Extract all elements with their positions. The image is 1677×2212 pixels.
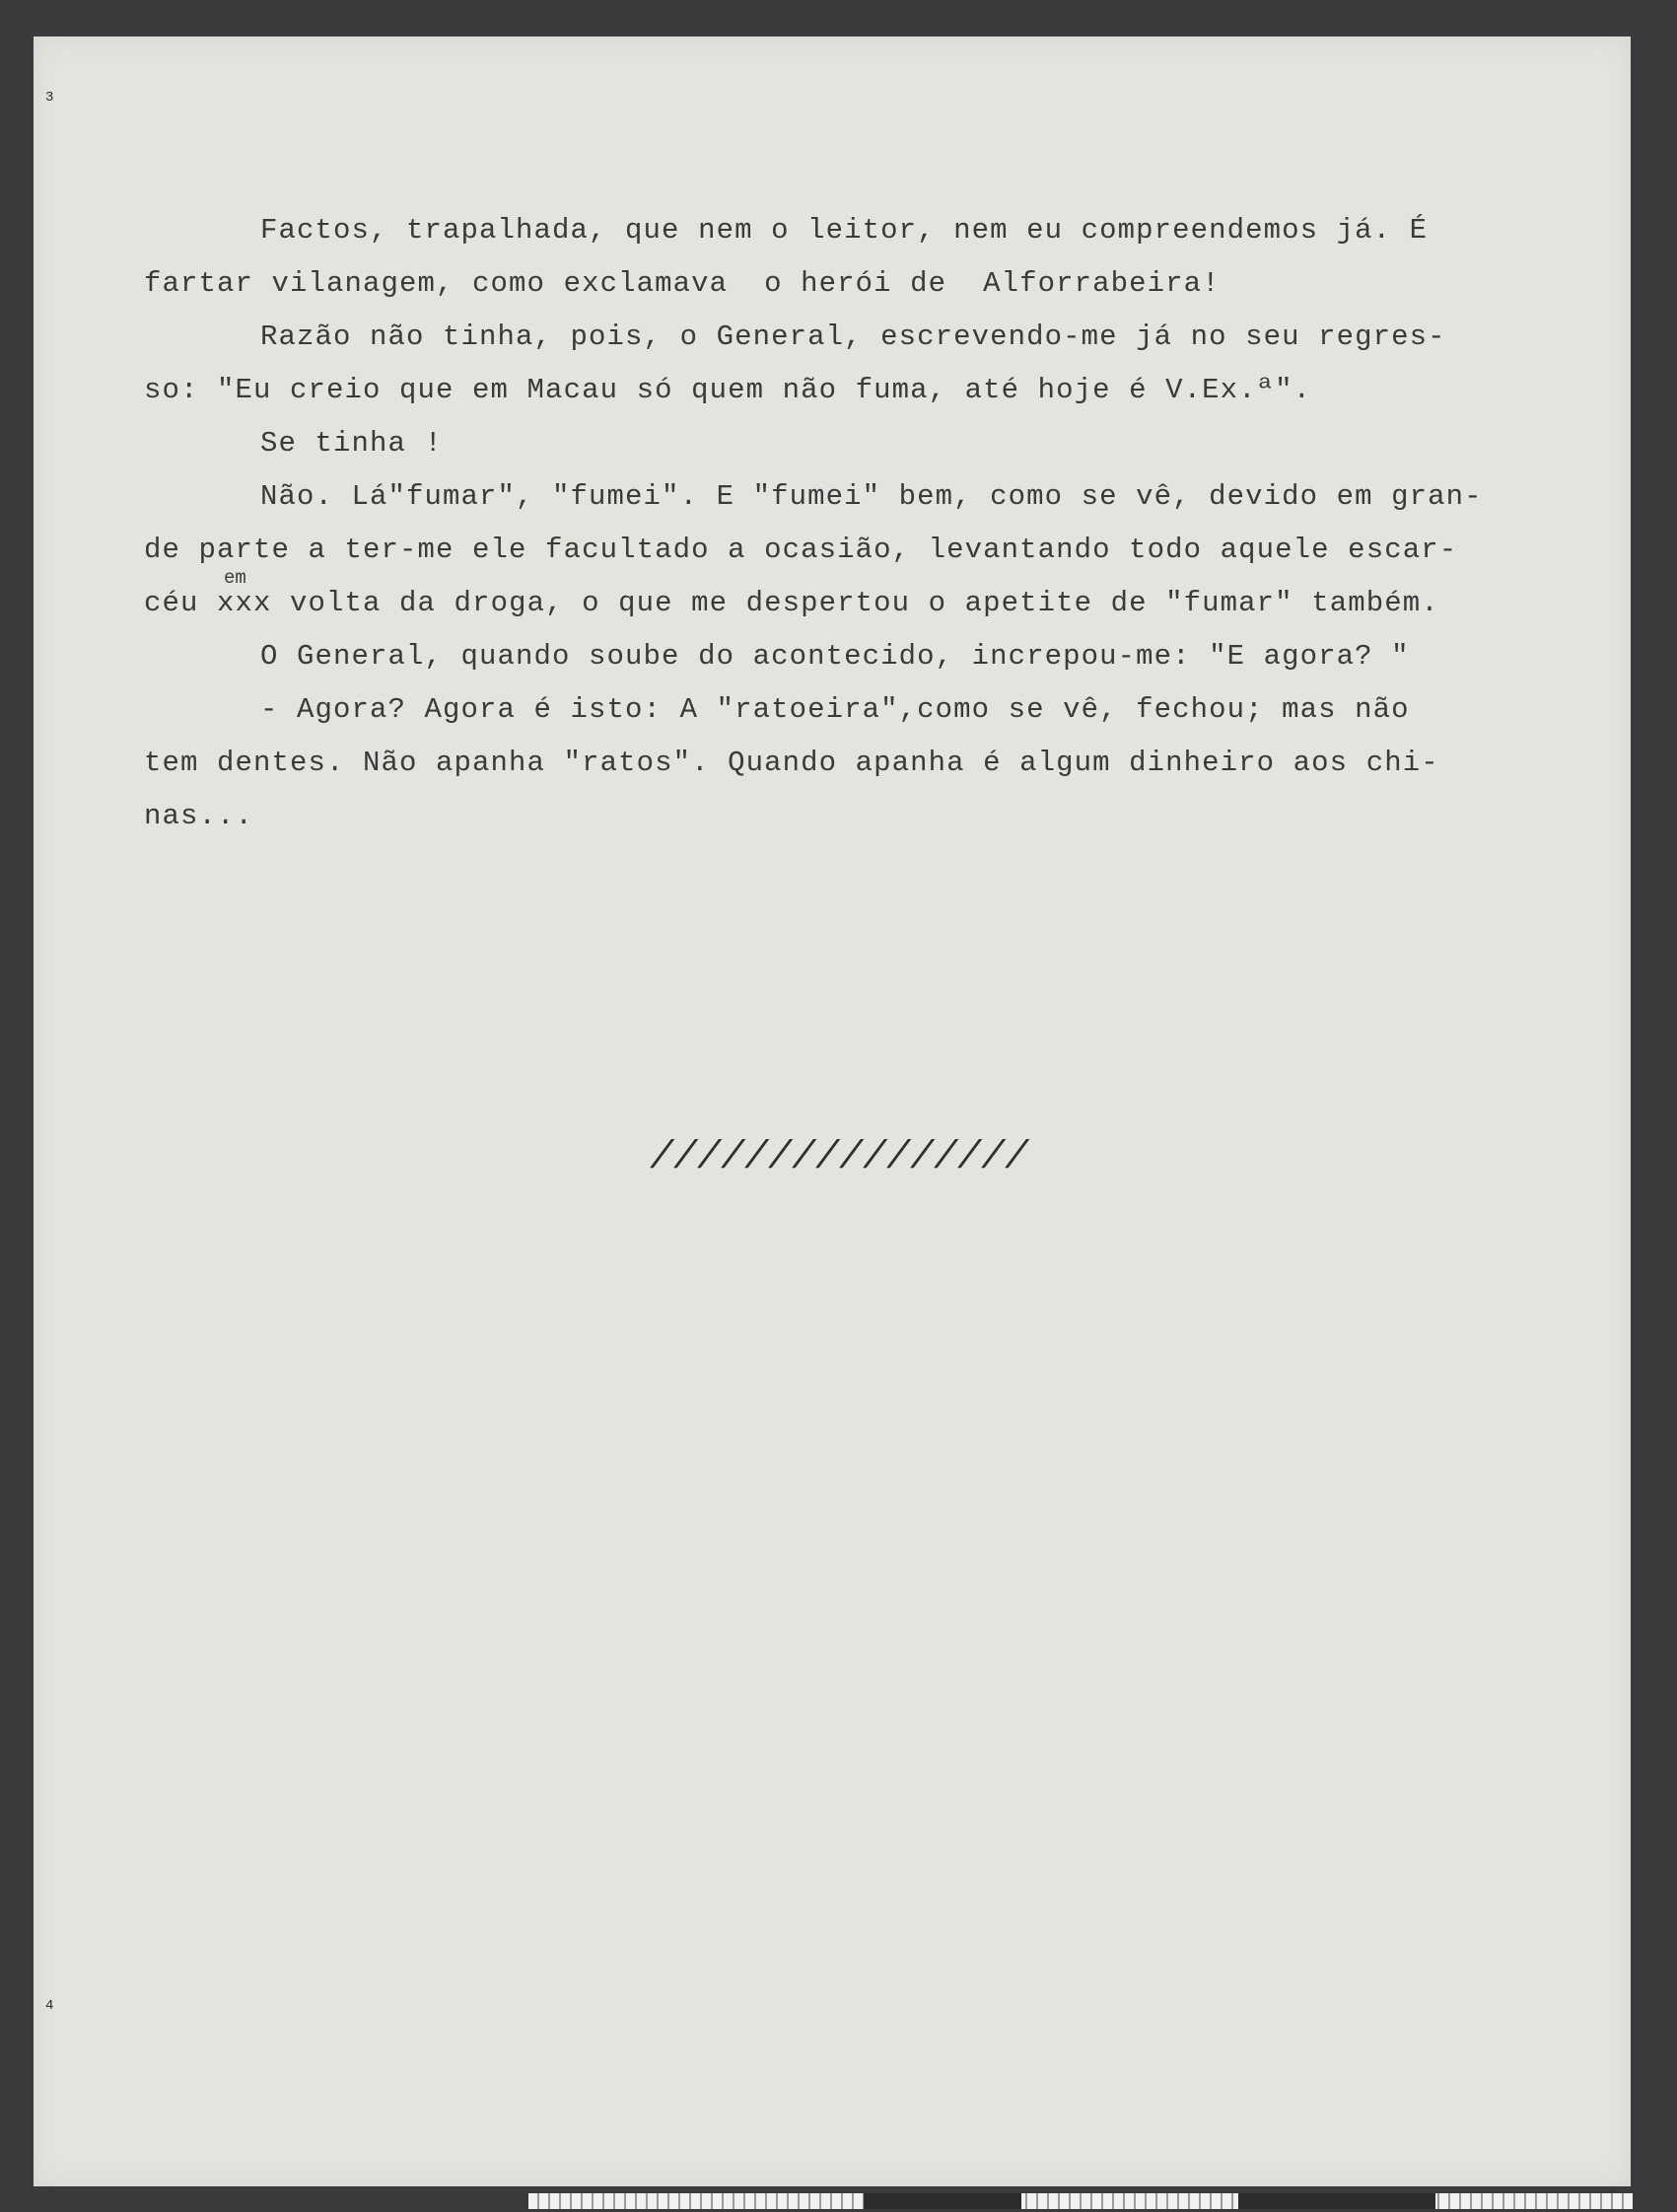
struck-word: em xxx [217, 587, 272, 619]
scale-segment [864, 2193, 1021, 2209]
margin-mark-top: 3 [45, 90, 54, 106]
text-line-with-correction [144, 587, 1439, 619]
text-line: Não. Lá"fumar", "fumei". E "fumei" bem, como se vê, devido em gran- [260, 480, 1483, 513]
text-line: tem dentes. Não apanha "ratos". Quando apanha é algum dinheiro aos chi- [144, 747, 1439, 779]
text-line: so: "Eu creio que em Macau só quem não fuma, até hoje é V.Ex.ª". [144, 374, 1312, 406]
text-line: nas... [144, 800, 254, 832]
text-line: Se tinha ! [260, 427, 444, 460]
color-scale-bar [528, 2193, 1633, 2209]
text-line: - Agora? Agora é isto: A "ratoeira",como se vê, fechou; mas não [260, 693, 1410, 726]
scale-segment [1238, 2193, 1435, 2209]
section-separator: //////////////// [650, 1136, 1029, 1180]
text-line: fartar vilanagem, como exclamava o herói de Alforrabeira! [144, 267, 1221, 300]
text-line: Razão não tinha, pois, o General, escrevendo-me já no seu regres- [260, 321, 1446, 353]
text-segment: volta da droga, o que me despertou o apetite de "fumar" também. [271, 587, 1439, 619]
margin-mark-bottom: 4 [45, 1998, 54, 2014]
text-segment: céu [144, 587, 218, 619]
typewritten-page [34, 36, 1631, 2186]
text-line: Factos, trapalhada, que nem o leitor, nem eu compreendemos já. É [260, 214, 1429, 247]
text-line: de parte a ter-me ele facultado a ocasião, levantando todo aquele escar- [144, 534, 1458, 566]
text-line: O General, quando soube do acontecido, increpou-me: "E agora? " [260, 640, 1410, 673]
